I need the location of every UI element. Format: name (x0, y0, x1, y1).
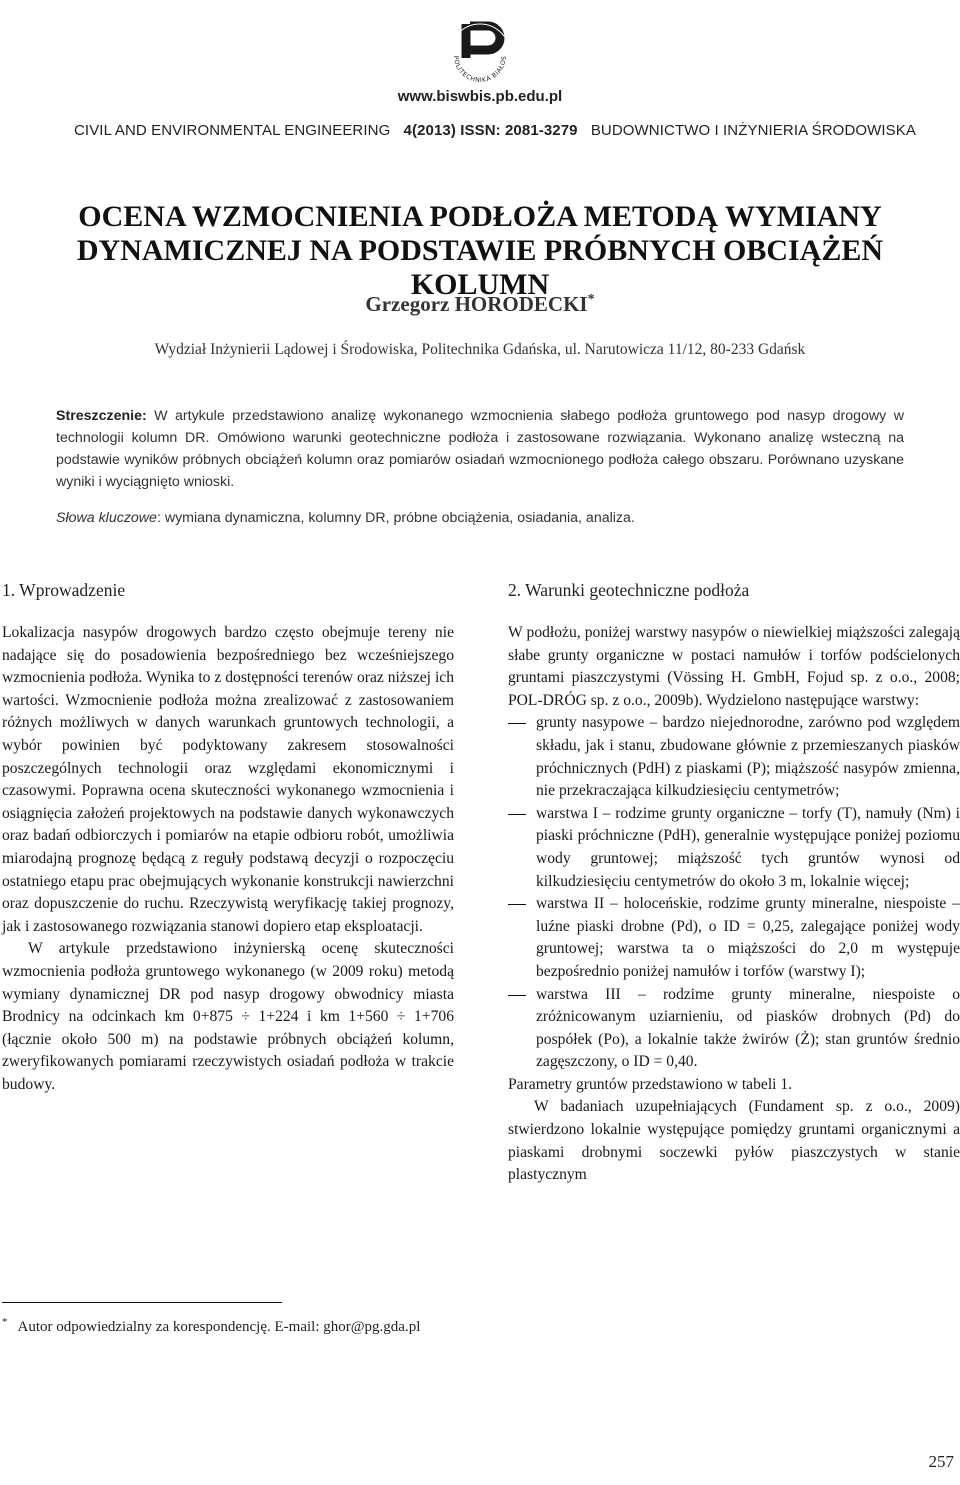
journal-title-en: CIVIL AND ENVIRONMENTAL ENGINEERING (74, 122, 391, 139)
paragraph: Lokalizacja nasypów drogowych bardzo często obejmuje tereny nie nadające się do posadowienia bezpośredniego bez wcześniejszego wzmocnienia podłoża. Wynika to z dostępności terenów oraz niższej ich wartości. Wzmocnienie podłoża można zrealizować z zastosowaniem różnych możliwych w danych warunkach gruntowych technologii, a wybór powinien być podyktowany zakresem stosowalności poszczególnych technologii oraz względami ekonomicznymi i czasowymi. Poprawna ocena skuteczności wykonanego wzmocnienia i osiągnięcia założeń projektowych na podstawie danych wykonawczych oraz badań odbiorczych i pomiarów na etapie odbioru robót, umożliwia miarodajną prognozę będącą z reguły podstawą decyzji o rozpoczęciu ostatniego etapu prac obejmujących wykonanie konstrukcji nawierzchni oraz dopuszczenie do ruchu. Rzeczywistą weryfikację takiej prognozy, jak i zastosowanego rozwiązania stanowi dopiero etap eksploatacji. (2, 624, 454, 935)
journal-url[interactable]: www.biswbis.pb.edu.pl (397, 88, 563, 105)
abstract-text: W artykule przedstawiono analizę wykonanego wzmocnienia słabego podłoża gruntowego pod nasyp drogowy w technologii kolumn DR. Omówiono warunki geotechniczne podłoża i zastosowane rozwiązania. Wykonano analizę wsteczną na podstawie wyników próbnych obciążeń kolumn oraz pomiarów osiadań wzmocnionego podłoża całego obszaru. Porównano uzyskane wyniki i wyciągnięto wnioski. (56, 408, 904, 490)
footnote-divider (2, 1302, 282, 1303)
politechnika-bialostocka-logo-icon (440, 14, 520, 94)
title-line-1: OCENA WZMOCNIENIA PODŁOŻA METODĄ WYMIANY (78, 200, 882, 233)
abstract-label: Streszczenie: (56, 408, 147, 424)
article-title (40, 200, 920, 302)
paragraph: W artykule przedstawiono inżynierską ocenę skuteczności wzmocnienia podłoża gruntowego wykonanego (w 2009 roku) metodą wymiany dynamicznej DR pod nasyp drogowy obwodnicy miasta Brodnicy na odcinkach km 0+875 ÷ 1+224 i km 1+560 ÷ 1+706 (łącznie około 500 m) na podstawie próbnych obciążeń kolumn, zweryfikowanych pomiarami rzeczywistych osiadań podłoża w trakcie budowy. (2, 940, 454, 1093)
list-item: warstwa III – rodzime grunty mineralne, niespoiste o zróżnicowanym uziarnieniu, od piasków drobnych (Pd) do pospółek (Po), a lokalnie także żwirów (Ż); stan gruntów średnio zagęszczony, o ID = 0,40. (508, 984, 960, 1074)
author-footnote-mark[interactable]: * (587, 292, 595, 307)
keywords-text: : wymiana dynamiczna, kolumny DR, próbne obciążenia, osiadania, analiza. (156, 510, 635, 526)
issn: ISSN: 2081-3279 (460, 122, 578, 139)
left-column (2, 622, 454, 1096)
keywords (56, 510, 904, 526)
soil-layers-list (508, 712, 960, 1074)
right-column (508, 622, 960, 1187)
footnote-mark: * (2, 1316, 8, 1328)
affiliation: Wydział Inżynierii Lądowej i Środowiska, Politechnika Gdańska, ul. Narutowicza 11/12, 80-233 Gdańsk (154, 341, 806, 358)
journal-title-pl: BUDOWNICTWO I INŻYNIERIA ŚRODOWISKA (590, 122, 916, 139)
issue-number: 4(2013) (403, 122, 456, 139)
section-heading-geotechnical: 2. Warunki geotechniczne podłoża (508, 580, 750, 600)
page-number: 257 (928, 1452, 954, 1471)
list-item: grunty nasypowe – bardzo niejednorodne, zarówno pod względem składu, jak i stanu, zbudowane głównie z przemieszanych piasków próchnicznych (PdH) z piaskami (P); miąższość nasypów zmienna, nie przekraczająca kilkudziesięciu centymetrów; (508, 712, 960, 802)
svg-text:POLITECHNIKA BIAŁOSTOCKA: POLITECHNIKA BIAŁOS (451, 55, 509, 85)
author (0, 292, 960, 317)
abstract (56, 405, 904, 493)
journal-header-bar (74, 122, 916, 139)
list-item: warstwa I – rodzime grunty organiczne – torfy (T), namuły (Nm) i piaski próchniczne (PdH), generalnie występujące poniżej poziomu wody gruntowej; miąższość tych gruntów wynosi od kilkudziesięciu centymetrów do około 3 m, lokalnie więcej; (508, 803, 960, 893)
list-item: warstwa II – holoceńskie, rodzime grunty mineralne, niespoiste – luźne piaski drobne (Pd), o ID = 0,25, zalegające poniżej wody gruntowej; warstwa ta o miąższości do 2,0 m występuje bezpośrednio poniżej namułów i torfów (warstwy I); (508, 893, 960, 983)
section-heading-introduction: 1. Wprowadzenie (2, 580, 126, 600)
paragraph: W podłożu, poniżej warstwy nasypów o niewielkiej miąższości zalegają słabe grunty organiczne w postaci namułów i torfów podścielonych gruntami piaszczystymi (Vössing H. GmbH, Fojud sp. z o.o., 2008; POL-DRÓG sp. z o.o., 2009b). Wydzielono następujące warstwy: (508, 624, 960, 709)
keywords-label: Słowa kluczowe (56, 510, 157, 526)
paragraph: W badaniach uzupełniających (Fundament sp. z o.o., 2009) stwierdzono lokalnie występujące pomiędzy gruntami organicznymi a piaskami drobnymi soczewki pyłów piaszczystych w stanie plastycznym (508, 1098, 960, 1184)
journal-issue (404, 122, 578, 139)
footnote (2, 1316, 420, 1336)
author-name: Grzegorz HORODECKI (365, 292, 588, 316)
paragraph: Parametry gruntów przedstawiono w tabeli 1. (508, 1075, 793, 1093)
footnote-text: Autor odpowiedzialny za korespondencję. E-mail: ghor@pg.gda.pl (17, 1319, 421, 1335)
title-line-2: DYNAMICZNEJ NA PODSTAWIE PRÓBNYCH OBCIĄŻEŃ KOLUMN (76, 234, 884, 301)
